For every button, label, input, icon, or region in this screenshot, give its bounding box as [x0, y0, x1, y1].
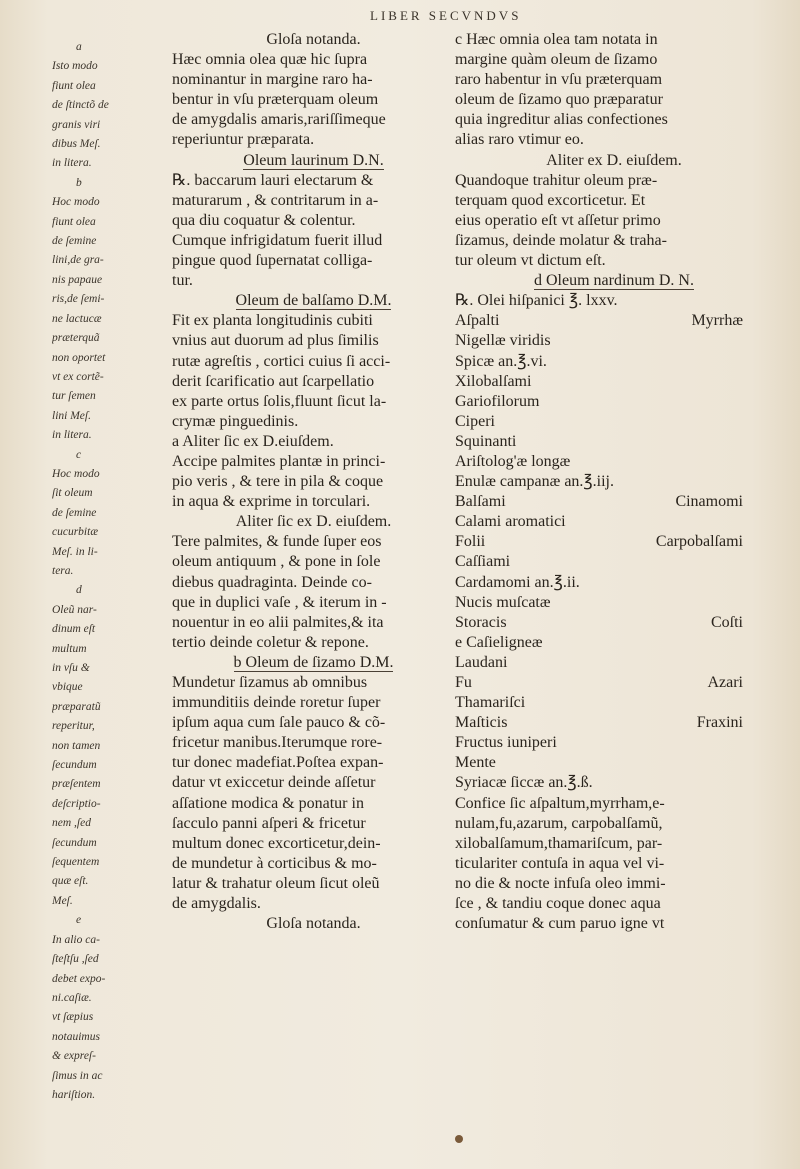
margin-note-letter: b	[76, 176, 82, 189]
left-text-line: ex parte ortus ſolis,fluunt ſicut la-	[172, 392, 387, 410]
margin-note-line: granis viri	[52, 118, 101, 131]
margin-note-line: de ſemine	[52, 506, 97, 519]
margin-note-line: in litera.	[52, 429, 92, 442]
margin-note-line: Hoc modo	[52, 467, 100, 480]
left-text-line: Cumque infrigidatum fuerit illud	[172, 231, 383, 249]
left-text-line: ℞. baccarum lauri electarum &	[172, 171, 374, 189]
right-ingredient-pair	[455, 492, 773, 512]
ingredient-right: Carpobalſami	[655, 533, 743, 551]
left-text-line: pio veris , & tere in pila & coque	[172, 473, 384, 491]
margin-note-line: multum	[52, 642, 87, 655]
left-text-line: oleum antiquum , & pone in ſole	[172, 553, 381, 571]
right-text-line: quia ingreditur alias confectiones	[455, 111, 668, 129]
margin-note-line: tera.	[52, 564, 74, 577]
right-text-line: Syriacæ ſiccæ an.℥.ß.	[455, 774, 593, 792]
right-text-line: margine quàm oleum de ſizamo	[455, 51, 658, 69]
right-text-line: Enulæ campanæ an.℥.iij.	[455, 473, 614, 491]
right-text-line: Nigellæ viridis	[455, 332, 551, 350]
ingredient-left: Aſpalti	[455, 312, 500, 330]
margin-note-line: non tamen	[52, 739, 101, 752]
margin-note-line: ſteſtſu ,ſed	[52, 953, 99, 966]
right-text-line: Mente	[455, 754, 496, 772]
left-text-line: immunditiis deinde roretur ſuper	[172, 694, 381, 712]
margin-note-line: reperitur,	[52, 720, 95, 733]
right-text-line: alias raro vtimur eo.	[455, 131, 584, 149]
ingredient-left: Storacis	[455, 613, 507, 631]
ingredient-right: Myrrhæ	[691, 312, 743, 330]
ingredient-left: Balſami	[455, 493, 506, 511]
running-head: LIBER SECVNDVS	[370, 8, 522, 23]
right-text-line: Ciperi	[455, 412, 495, 430]
right-text-line: Spicæ an.℥.vi.	[455, 352, 547, 370]
margin-note-line: & expreſ-	[52, 1050, 96, 1063]
left-text-line: diebus quadraginta. Deinde co-	[172, 573, 372, 591]
right-text-line: ticulariter contuſa in aqua vel vi-	[455, 854, 665, 872]
left-text-line: de amygdalis.	[172, 895, 261, 913]
margin-note-letter: a	[76, 41, 82, 53]
margin-note-line: In alio ca-	[52, 933, 100, 946]
margin-note-line: deſcriptio-	[52, 797, 101, 810]
margin-note-line: quæ eſt.	[52, 875, 89, 888]
left-text-line: a Aliter ſic ex D.eiuſdem.	[172, 432, 334, 450]
left-text-line: maturarum , & contritarum in a-	[172, 191, 379, 209]
margin-note-line: ſit oleum	[52, 487, 93, 500]
left-text-line: multum donec excorticetur,dein-	[172, 834, 381, 852]
left-text-line: de amygdalis amaris,rariſſimeque	[172, 111, 386, 129]
margin-note-line: Oleũ nar-	[52, 603, 97, 616]
margin-note-line: ni.caſiæ.	[52, 991, 92, 1004]
right-text-line: Quandoque trahitur oleum præ-	[455, 171, 658, 189]
left-text-line: tertio deinde coletur & repone.	[172, 633, 369, 651]
margin-note-line: dinum eſt	[52, 623, 96, 636]
left-text-line: que in duplici vaſe , & iterum in -	[172, 593, 387, 611]
heading-text: b Oleum de ſizamo D.M.	[233, 653, 394, 671]
margin-note-line: præſentem	[52, 778, 101, 791]
margin-note-line: lini Meſ.	[52, 409, 91, 422]
right-text-line: c Hæc omnia olea tam notata in	[455, 31, 658, 48]
right-text-line: Squinanti	[455, 432, 517, 450]
margin-note-line: nis papaue	[52, 273, 103, 286]
right-text-line: Calami aromatici	[455, 513, 566, 531]
ingredient-left: Fu	[455, 674, 472, 691]
left-text-line: crymæ pinguedinis.	[172, 412, 299, 430]
left-recipe-heading	[172, 291, 455, 311]
left-text-line: nouentur in eo alii palmites,& ita	[172, 613, 384, 631]
margin-note-letter: d	[76, 584, 82, 597]
margin-note-line: Hoc modo	[52, 196, 100, 209]
left-text-line: bentur in vſu præterquam oleum	[172, 91, 379, 109]
right-text-line: Cardamomi an.℥.ii.	[455, 573, 580, 591]
margin-note-line: tur ſemen	[52, 390, 96, 403]
left-text-line: Fit ex planta longitudinis cubiti	[172, 312, 373, 330]
margin-note-line: præparatũ	[52, 700, 101, 713]
margin-note-line: de ſtinctõ de	[52, 99, 109, 112]
right-column	[455, 30, 773, 934]
right-ingredient-pair	[455, 532, 773, 552]
left-recipe-heading	[172, 151, 455, 171]
margin-note-line: ris,de ſemi-	[52, 293, 105, 306]
heading-text: Oleum laurinum D.N.	[243, 151, 384, 169]
left-text-line: tur.	[172, 272, 193, 290]
left-text-line: rutæ agreſtis , cortici cuius ſi acci-	[172, 352, 391, 370]
right-text-line: nulam,fu,azarum, carpobalſamũ,	[455, 814, 663, 832]
right-ingredient-pair	[455, 311, 773, 331]
margin-note-line: non oportet	[52, 351, 106, 364]
left-subheading: Aliter ſic ex D. eiuſdem.	[235, 513, 392, 531]
left-text-line: pingue quod ſupernatat colliga-	[172, 252, 373, 270]
margin-note-line: nem ,ſed	[52, 817, 91, 830]
margin-note-line: ſecundum	[52, 759, 97, 772]
ingredient-right: Coſti	[710, 613, 743, 631]
right-text-line: Fructus iuniperi	[455, 734, 557, 752]
heading-text: d Oleum nardinum D. N.	[534, 272, 694, 290]
right-text-line: Laudani	[455, 653, 508, 671]
margin-note-line: hariſtion.	[52, 1088, 96, 1101]
right-text-line: Nucis muſcatæ	[455, 593, 551, 611]
margin-note-line: Isto modo	[52, 60, 98, 73]
margin-note-letter: c	[76, 448, 82, 461]
margin-note-line: Meſ. in li-	[52, 545, 98, 558]
left-text-line: latur & trahatur oleum ſicut oleũ	[172, 874, 380, 892]
margin-note-letter: e	[76, 914, 82, 927]
margin-note-line: debet expo-	[52, 972, 106, 985]
ingredient-right: Cinamomi	[675, 493, 743, 511]
margin-note-line: de ſemine	[52, 235, 97, 248]
left-text-line: aſſatione modica & ponatur in	[172, 794, 364, 812]
margin-note-line: ſimus in ac	[52, 1069, 103, 1082]
right-text-line: oleum de ſizamo quo præparatur	[455, 91, 663, 109]
left-text-line: qua diu coquatur & colentur.	[172, 211, 356, 229]
left-subheading: Gloſa notanda.	[266, 915, 361, 933]
right-text-line: Caſſiami	[455, 553, 511, 571]
right-text-line: Xilobalſami	[455, 372, 532, 390]
margin-note-line: notauimus	[52, 1030, 100, 1043]
right-text-line: conſumatur & cum paruo igne vt	[455, 915, 665, 933]
margin-note-line: ſecundum	[52, 836, 97, 849]
left-text-line: in aqua & exprime in torculari.	[172, 493, 371, 511]
margin-note-line: vt ſæpius	[52, 1011, 94, 1024]
right-ingredient-pair	[455, 673, 773, 693]
right-text-line: ℞. Olei hiſpanici ℥. lxxv.	[455, 292, 618, 310]
right-ingredient-pair	[455, 713, 773, 733]
right-text-line: terquam quod excorticetur. Et	[455, 191, 646, 209]
right-text-line: Thamariſci	[455, 694, 526, 712]
margin-note-line: in vſu &	[52, 662, 90, 674]
right-text-line: eius operatio eſt vt aſſetur primo	[455, 211, 661, 229]
right-text-line: Gariofilorum	[455, 392, 540, 410]
right-text-line: ſizamus, deinde molatur & traha-	[455, 231, 667, 249]
right-subheading: Aliter ex D. eiuſdem.	[546, 151, 682, 169]
margin-note-line: ne lactucæ	[52, 312, 102, 325]
right-text-line: e Caſieligneæ	[455, 633, 543, 651]
left-text-line: Tere palmites, & funde ſuper eos	[172, 533, 382, 551]
margin-note-line: lini,de gra-	[52, 254, 104, 267]
left-column	[172, 30, 455, 934]
margin-note-line: Meſ.	[52, 894, 73, 907]
right-text-line: no die & nocte infuſa oleo immi-	[455, 874, 666, 892]
margin-note-line: dibus Meſ.	[52, 138, 101, 151]
ingredient-right: Azari	[707, 674, 743, 691]
left-text-line: nominantur in margine raro ha-	[172, 71, 373, 89]
right-text-line: Confice ſic aſpaltum,myrrham,e-	[455, 794, 665, 812]
margin-note-line: fiunt olea	[52, 215, 96, 228]
left-text-line: tur donec madefiat.Poſtea expan-	[172, 754, 384, 772]
ingredient-right: Fraxini	[696, 714, 743, 732]
printer-ornament	[455, 1135, 463, 1143]
margin-note-line: fiunt olea	[52, 79, 96, 92]
left-text-line: Mundetur ſizamus ab omnibus	[172, 674, 368, 691]
margin-note-line: vbique	[52, 681, 83, 694]
margin-note-line: in litera.	[52, 157, 92, 170]
left-recipe-heading	[172, 653, 455, 673]
right-recipe-heading	[455, 271, 773, 291]
left-text-line: vnius aut duorum ad plus ſimilis	[172, 332, 379, 350]
margin-notes	[52, 38, 170, 1105]
right-text-line: ſce , & tandiu coque donec aqua	[455, 895, 661, 913]
left-text-line: Accipe palmites plantæ in princi-	[172, 452, 386, 470]
heading-text: Oleum de balſamo D.M.	[235, 292, 392, 310]
left-subheading: Gloſa notanda.	[266, 31, 361, 48]
right-text-line: Ariſtolog'æ longæ	[455, 452, 571, 470]
ingredient-left: Maſticis	[455, 714, 508, 732]
left-text-line: derit ſcarificatio aut ſcarpellatio	[172, 372, 375, 390]
right-text-line: tur oleum vt dictum eſt.	[455, 252, 606, 270]
margin-note-line: cucurbitæ	[52, 526, 98, 539]
left-text-line: ipſum aqua cum ſale pauco & cõ-	[172, 714, 386, 732]
left-text-line: fricetur manibus.Iterumque rore-	[172, 734, 383, 752]
right-text-line: xilobalſamum,thamariſcum, par-	[455, 834, 663, 852]
margin-note-line: præterquã	[52, 332, 100, 345]
margin-note-line: vt ex cortẽ-	[52, 370, 104, 383]
left-text-line: datur vt exiccetur deinde aſſetur	[172, 774, 376, 792]
margin-note-line: ſequentem	[52, 856, 100, 869]
left-text-line: Hæc omnia olea quæ hic ſupra	[172, 51, 368, 69]
left-text-line: de mundetur à corticibus & mo-	[172, 854, 377, 872]
right-ingredient-pair	[455, 613, 773, 633]
right-text-line: raro habentur in vſu præterquam	[455, 71, 663, 89]
left-text-line: ſacculo panni aſperi & fricetur	[172, 814, 366, 832]
ingredient-left: Folii	[455, 533, 486, 551]
left-text-line: reperiuntur præparata.	[172, 131, 315, 149]
